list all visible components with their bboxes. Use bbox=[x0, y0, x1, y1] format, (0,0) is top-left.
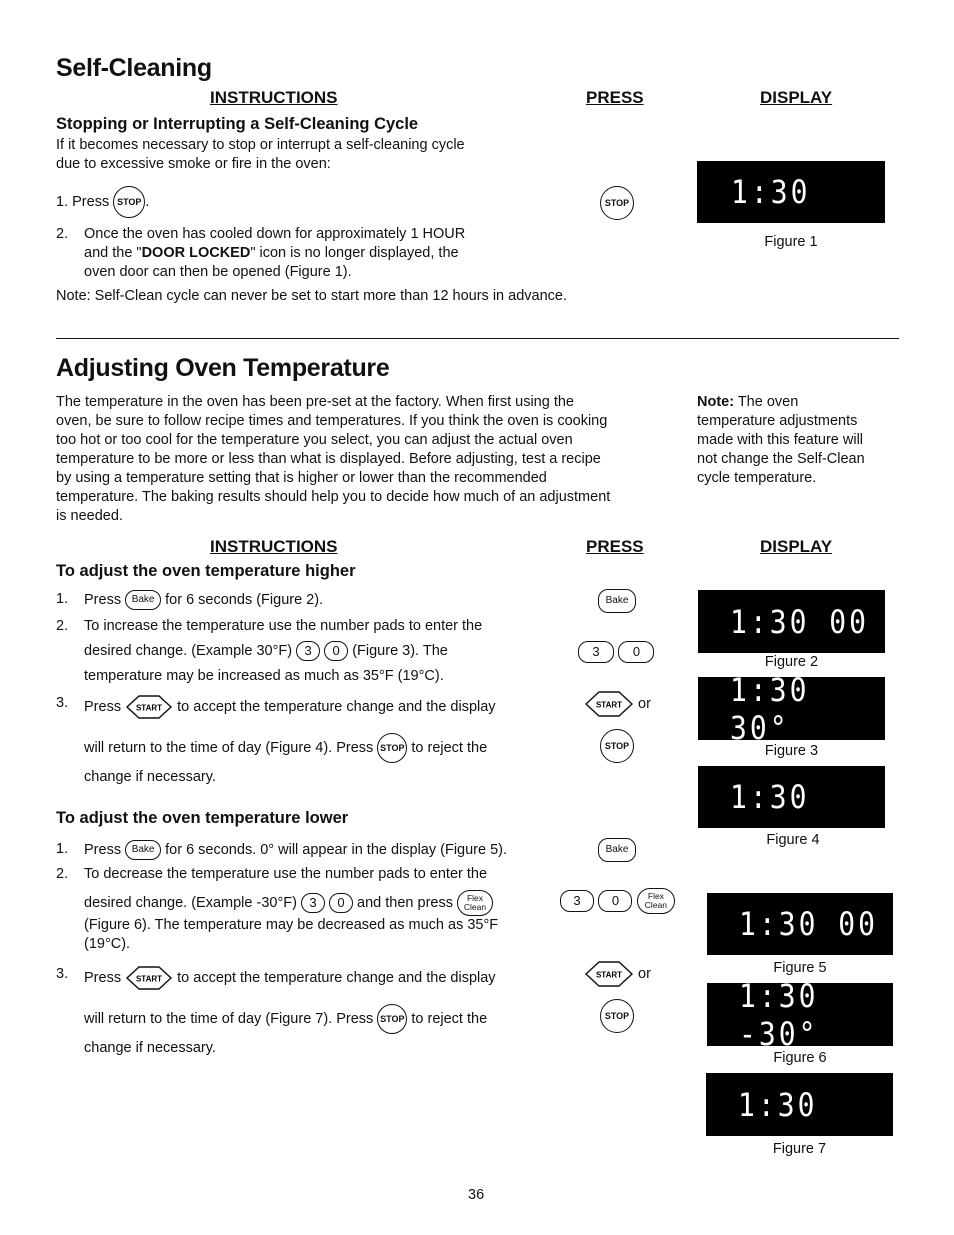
lower-step-1: 1. Press Bake for 6 seconds. 0° will appear in the display (Figure 5). bbox=[56, 840, 576, 860]
flex-clean-key-icon: Flex Clean bbox=[637, 888, 675, 914]
stop-key-icon: STOP bbox=[113, 186, 145, 218]
higher-step-1: 1. Press Bake for 6 seconds (Figure 2). bbox=[56, 590, 576, 610]
press-bake-key bbox=[598, 589, 636, 613]
higher-step-3-cont: will return to the time of day (Figure 4). Press STOP to reject the change if necessary. bbox=[84, 733, 584, 791]
press-stop-key-2 bbox=[600, 729, 634, 763]
column-header-display-2: DISPLAY bbox=[760, 537, 833, 556]
subtitle-adjust-higher: To adjust the oven temperature higher bbox=[56, 562, 356, 580]
caption-figure-6: Figure 6 bbox=[773, 1050, 827, 1066]
column-header-instructions-2: INSTRUCTIONS bbox=[210, 537, 338, 556]
stop-key-icon: STOP bbox=[600, 186, 634, 220]
page-number: 36 bbox=[468, 1187, 485, 1203]
oven-display-figure-6: 1:30 -30° bbox=[707, 983, 893, 1046]
svg-text:START: START bbox=[136, 974, 163, 984]
bake-key-icon: Bake bbox=[125, 840, 161, 860]
oven-display-figure-3: 1:30 30° bbox=[698, 677, 885, 740]
section-title-adjusting-oven-temperature: Adjusting Oven Temperature bbox=[56, 354, 390, 382]
digit-3-key-icon: 3 bbox=[296, 641, 320, 661]
bake-key-icon: Bake bbox=[598, 589, 636, 613]
intro-paragraph: The temperature in the oven has been pre-set at the factory. When first using the oven, be sure to follow recipe times and temperatures. If you think the oven is cooking too hot or too cool for the temperature you select, you can adjust the actual oven temperature to be more or less than what is displayed. Before adjusting, test a recipe by using a temperature setting that is higher or lower than the recommended temperature. The baking results should help you to decide how much of an adjustment is needed. bbox=[56, 394, 611, 524]
press-start-or-2: START or bbox=[584, 960, 651, 988]
caption-figure-1: Figure 1 bbox=[764, 234, 818, 250]
bake-key-icon: Bake bbox=[125, 590, 161, 610]
svg-text:START: START bbox=[595, 700, 623, 710]
column-header-press-2: PRESS bbox=[586, 537, 644, 556]
bake-key-icon: Bake bbox=[598, 838, 636, 862]
digit-0-key-icon: 0 bbox=[329, 893, 353, 913]
digit-3-key-icon: 3 bbox=[301, 893, 325, 913]
column-header-display: DISPLAY bbox=[760, 88, 833, 107]
press-stop-key bbox=[600, 186, 634, 220]
section-title-self-cleaning: Self-Cleaning bbox=[56, 54, 212, 82]
higher-step-2: 2. To increase the temperature use the number pads to enter the desired change. (Example 30°F) 3 0 (Figure 3). The temperature may be increased as much as 35°F (19°C). bbox=[56, 618, 483, 684]
stop-key-icon: STOP bbox=[377, 733, 407, 763]
lower-step-3-cont: will return to the time of day (Figure 7). Press STOP to reject the change if necessary. bbox=[84, 1004, 584, 1062]
svg-text:START: START bbox=[595, 970, 623, 980]
stop-key-icon: STOP bbox=[600, 729, 634, 763]
caption-figure-4: Figure 4 bbox=[766, 832, 820, 848]
start-key-icon bbox=[125, 694, 173, 720]
caption-figure-7: Figure 7 bbox=[772, 1141, 827, 1157]
digit-0-key-icon: 0 bbox=[598, 890, 632, 912]
press-stop-key-3 bbox=[600, 999, 634, 1033]
intro-text: If it becomes necessary to stop or interrupt a self-cleaning cycle due to excessive smoke or fire in the oven: bbox=[56, 137, 465, 172]
digit-0-key-icon: 0 bbox=[618, 641, 654, 663]
section-divider bbox=[56, 338, 899, 339]
subtitle-stop-self-clean: Stopping or Interrupting a Self-Cleaning Cycle bbox=[56, 115, 419, 133]
lower-step-2: 2. To decrease the temperature use the number pads to enter the desired change. (Example -30°F) 3 0 and then press Flex Clean (Figure 6). The temperature may be decreased as much as 35°F (19°C). bbox=[56, 866, 499, 952]
start-key-icon bbox=[584, 960, 634, 988]
flex-clean-key-icon: Flex Clean bbox=[457, 890, 493, 916]
press-start-or: START or bbox=[584, 690, 651, 718]
press-bake-key-2 bbox=[598, 838, 636, 862]
svg-text:START: START bbox=[136, 703, 163, 713]
oven-display-figure-2: 1:30 00 bbox=[698, 590, 885, 653]
start-key-icon bbox=[125, 965, 173, 991]
press-digit-flex-keys bbox=[560, 888, 675, 914]
press-digit-keys bbox=[578, 641, 654, 663]
oven-display-figure-1: 1:30 bbox=[697, 161, 885, 223]
note-self-clean: Note: Self-Clean cycle can never be set to start more than 12 hours in advance. bbox=[56, 288, 567, 304]
step-2: 2. Once the oven has cooled down for approximately 1 HOUR and the "DOOR LOCKED" icon is no longer displayed, the oven door can then be opened (Figure 1). bbox=[56, 226, 466, 280]
column-header-press: PRESS bbox=[586, 88, 644, 107]
caption-figure-5: Figure 5 bbox=[773, 960, 827, 976]
step-1: 1. Press STOP . bbox=[56, 186, 536, 218]
stop-key-icon: STOP bbox=[600, 999, 634, 1033]
column-header-instructions: INSTRUCTIONS bbox=[210, 88, 338, 107]
oven-display-figure-4: 1:30 bbox=[698, 766, 885, 828]
caption-figure-2: Figure 2 bbox=[764, 654, 819, 670]
lower-step-3: 3. Press START to accept the temperature change and the display bbox=[56, 965, 576, 991]
digit-3-key-icon: 3 bbox=[578, 641, 614, 663]
digit-0-key-icon: 0 bbox=[324, 641, 348, 661]
oven-display-figure-5: 1:30 00 bbox=[707, 893, 893, 955]
digit-3-key-icon: 3 bbox=[560, 890, 594, 912]
note-temperature: Note: The oven temperature adjustments made with this feature will not change the Self-Clean cycle temperature. bbox=[697, 394, 865, 486]
oven-display-figure-7: 1:30 bbox=[706, 1073, 893, 1136]
higher-step-3: 3. Press START to accept the temperature change and the display bbox=[56, 694, 576, 720]
subtitle-adjust-lower: To adjust the oven temperature lower bbox=[56, 809, 349, 827]
caption-figure-3: Figure 3 bbox=[764, 743, 819, 759]
stop-key-icon: STOP bbox=[377, 1004, 407, 1034]
start-key-icon bbox=[584, 690, 634, 718]
